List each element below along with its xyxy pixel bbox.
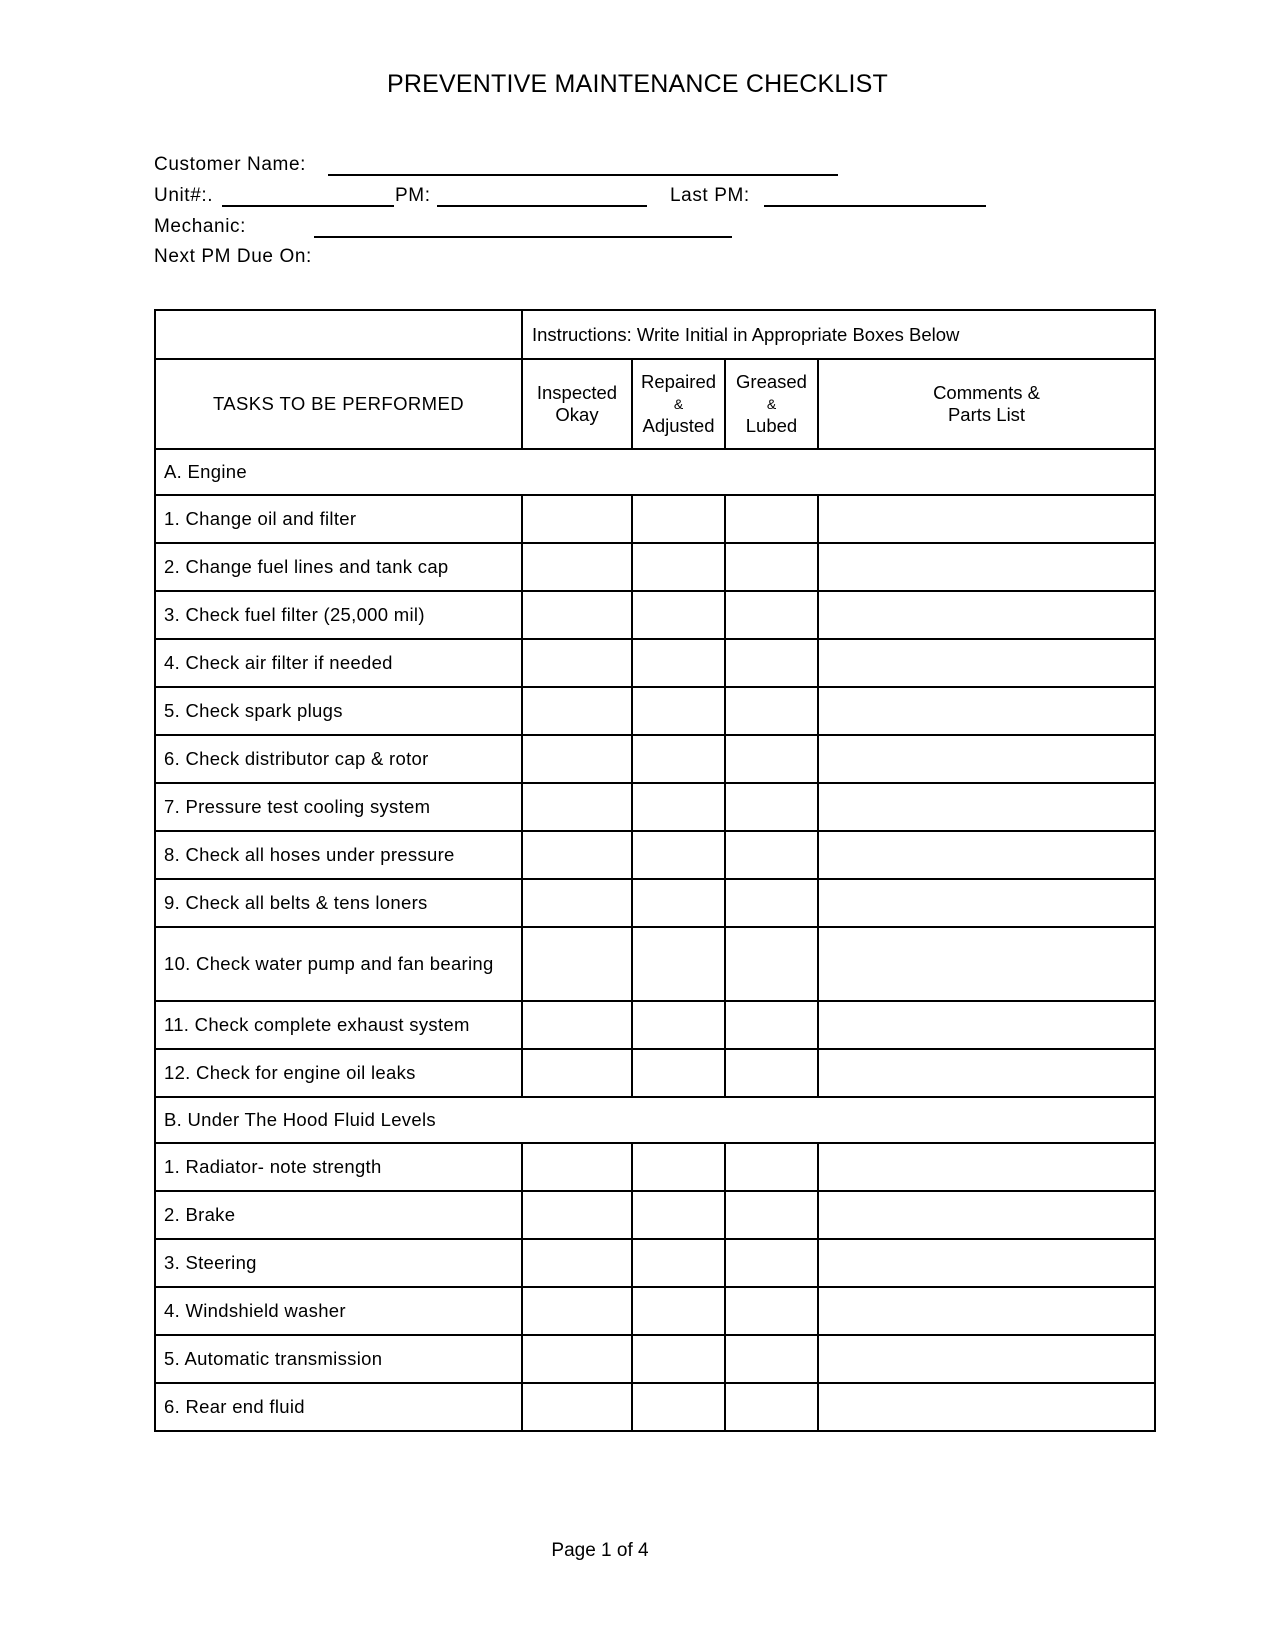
table-row [155,831,1155,879]
unit-field[interactable] [222,205,394,207]
tasks-header: TASKS TO BE PERFORMED [155,359,522,449]
column-header-amp: & [673,396,684,412]
page-number: Page 1 of 4 [551,1540,649,1561]
column-header-amp: & [766,396,777,412]
section-row [155,449,1155,495]
inspected-okay-cell[interactable] [522,591,632,639]
repaired-adjusted-cell[interactable] [632,591,725,639]
column-header-inspected [522,359,632,449]
unit-label: Unit#:. [154,185,214,206]
inspected-okay-cell[interactable] [522,639,632,687]
inspected-okay-cell[interactable] [522,543,632,591]
greased-lubed-cell[interactable] [725,543,818,591]
task-label: 7. Pressure test cooling system [155,783,522,831]
repaired-adjusted-cell[interactable] [632,1335,725,1383]
repaired-adjusted-cell[interactable] [632,543,725,591]
repaired-adjusted-cell[interactable] [632,1287,725,1335]
greased-lubed-cell[interactable] [725,879,818,927]
instructions-text: Instructions: Write Initial in Appropriate Boxes Below [522,310,1155,359]
table-row [155,783,1155,831]
last-pm-label: Last PM: [670,185,750,206]
task-label: 5. Automatic transmission [155,1335,522,1383]
task-label: 11. Check complete exhaust system [155,1001,522,1049]
table-row [155,1049,1155,1097]
column-header-line1: Repaired [640,371,717,392]
repaired-adjusted-cell[interactable] [632,1383,725,1431]
repaired-adjusted-cell[interactable] [632,1049,725,1097]
table-row [155,1287,1155,1335]
comments-parts-cell[interactable] [818,831,1155,879]
column-header-line1: Greased [736,371,807,392]
next-pm-label: Next PM Due On: [154,246,312,267]
greased-lubed-cell[interactable] [725,1143,818,1191]
table-row [155,1383,1155,1431]
comments-parts-cell[interactable] [818,1335,1155,1383]
repaired-adjusted-cell[interactable] [632,735,725,783]
inspected-okay-cell[interactable] [522,879,632,927]
table-row [155,591,1155,639]
table-row [155,1335,1155,1383]
comments-parts-cell[interactable] [818,735,1155,783]
inspected-okay-cell[interactable] [522,687,632,735]
table-row [155,1239,1155,1287]
greased-lubed-cell[interactable] [725,1001,818,1049]
section-heading: A. Engine [155,449,1155,495]
inspected-okay-cell[interactable] [522,1049,632,1097]
task-label: 2. Change fuel lines and tank cap [155,543,522,591]
task-label: 4. Windshield washer [155,1287,522,1335]
comments-parts-cell[interactable] [818,1191,1155,1239]
repaired-adjusted-cell[interactable] [632,495,725,543]
comments-parts-cell[interactable] [818,687,1155,735]
inspected-okay-cell[interactable] [522,1001,632,1049]
comments-parts-cell[interactable] [818,495,1155,543]
table-row [155,543,1155,591]
inspected-okay-cell[interactable] [522,735,632,783]
greased-lubed-cell[interactable] [725,1287,818,1335]
table-row [155,1143,1155,1191]
table-row [155,879,1155,927]
greased-lubed-cell[interactable] [725,831,818,879]
comments-parts-cell[interactable] [818,591,1155,639]
task-label: 4. Check air filter if needed [155,639,522,687]
table-row [155,1191,1155,1239]
table-row [155,495,1155,543]
section-row [155,1097,1155,1143]
inspected-okay-cell[interactable] [522,1239,632,1287]
greased-lubed-cell[interactable] [725,495,818,543]
greased-lubed-cell[interactable] [725,1239,818,1287]
comments-parts-cell[interactable] [818,1383,1155,1431]
table-row [155,927,1155,1001]
checklist-table [154,309,1156,1432]
greased-lubed-cell[interactable] [725,735,818,783]
inspected-okay-cell[interactable] [522,495,632,543]
task-label: 3. Check fuel filter (25,000 mil) [155,591,522,639]
column-header-line2: Lubed [745,415,798,436]
greased-lubed-cell[interactable] [725,1383,818,1431]
comments-parts-cell[interactable] [818,639,1155,687]
task-label: 1. Radiator- note strength [155,1143,522,1191]
inspected-okay-cell[interactable] [522,1143,632,1191]
checklist-sheet [154,309,1154,1432]
comments-parts-cell[interactable] [818,1239,1155,1287]
repaired-adjusted-cell[interactable] [632,783,725,831]
inspected-okay-cell[interactable] [522,831,632,879]
task-label: 6. Check distributor cap & rotor [155,735,522,783]
repaired-adjusted-cell[interactable] [632,1191,725,1239]
inspected-okay-cell[interactable] [522,1287,632,1335]
column-header-greased [725,359,818,449]
task-label: 6. Rear end fluid [155,1383,522,1431]
greased-lubed-cell[interactable] [725,783,818,831]
section-heading: B. Under The Hood Fluid Levels [155,1097,1155,1143]
repaired-adjusted-cell[interactable] [632,1001,725,1049]
task-label: 8. Check all hoses under pressure [155,831,522,879]
inspected-okay-cell[interactable] [522,783,632,831]
column-header-line1: Inspected [536,382,618,403]
comments-parts-cell[interactable] [818,1287,1155,1335]
greased-lubed-cell[interactable] [725,1335,818,1383]
column-header-line1: Comments & [933,382,1040,403]
greased-lubed-cell[interactable] [725,927,818,1001]
inspected-okay-cell[interactable] [522,1383,632,1431]
table-row [155,639,1155,687]
task-label: 9. Check all belts & tens loners [155,879,522,927]
repaired-adjusted-cell[interactable] [632,687,725,735]
comments-parts-cell[interactable] [818,783,1155,831]
column-header-comments [818,359,1155,449]
inspected-okay-cell[interactable] [522,1191,632,1239]
comments-parts-cell[interactable] [818,879,1155,927]
inspected-okay-cell[interactable] [522,927,632,1001]
column-header-line2: Adjusted [642,415,715,436]
greased-lubed-cell[interactable] [725,1049,818,1097]
repaired-adjusted-cell[interactable] [632,1143,725,1191]
greased-lubed-cell[interactable] [725,687,818,735]
comments-parts-cell[interactable] [818,927,1155,1001]
column-header-line2: Parts List [947,404,1026,425]
customer-name-label: Customer Name: [154,154,306,175]
column-header-repaired [632,359,725,449]
comments-parts-cell[interactable] [818,543,1155,591]
customer-name-field[interactable] [328,174,838,176]
repaired-adjusted-cell[interactable] [632,831,725,879]
task-label: 3. Steering [155,1239,522,1287]
task-label: 5. Check spark plugs [155,687,522,735]
pm-field[interactable] [437,205,647,207]
task-label: 10. Check water pump and fan bearing [155,927,522,1001]
task-label: 12. Check for engine oil leaks [155,1049,522,1097]
comments-parts-cell[interactable] [818,1143,1155,1191]
last-pm-field[interactable] [764,205,986,207]
table-row [155,1001,1155,1049]
task-label: 1. Change oil and filter [155,495,522,543]
table-row [155,687,1155,735]
column-header-line2: Okay [555,404,599,425]
repaired-adjusted-cell[interactable] [632,927,725,1001]
inspected-okay-cell[interactable] [522,1335,632,1383]
comments-parts-cell[interactable] [818,1049,1155,1097]
repaired-adjusted-cell[interactable] [632,879,725,927]
blank-header-cell [155,310,522,359]
greased-lubed-cell[interactable] [725,591,818,639]
task-label: 2. Brake [155,1191,522,1239]
repaired-adjusted-cell[interactable] [632,639,725,687]
document-title: PREVENTIVE MAINTENANCE CHECKLIST [387,70,888,98]
greased-lubed-cell[interactable] [725,1191,818,1239]
greased-lubed-cell[interactable] [725,639,818,687]
mechanic-field[interactable] [314,236,732,238]
table-row [155,735,1155,783]
repaired-adjusted-cell[interactable] [632,1239,725,1287]
pm-label: PM: [395,185,431,206]
mechanic-label: Mechanic: [154,216,246,237]
comments-parts-cell[interactable] [818,1001,1155,1049]
